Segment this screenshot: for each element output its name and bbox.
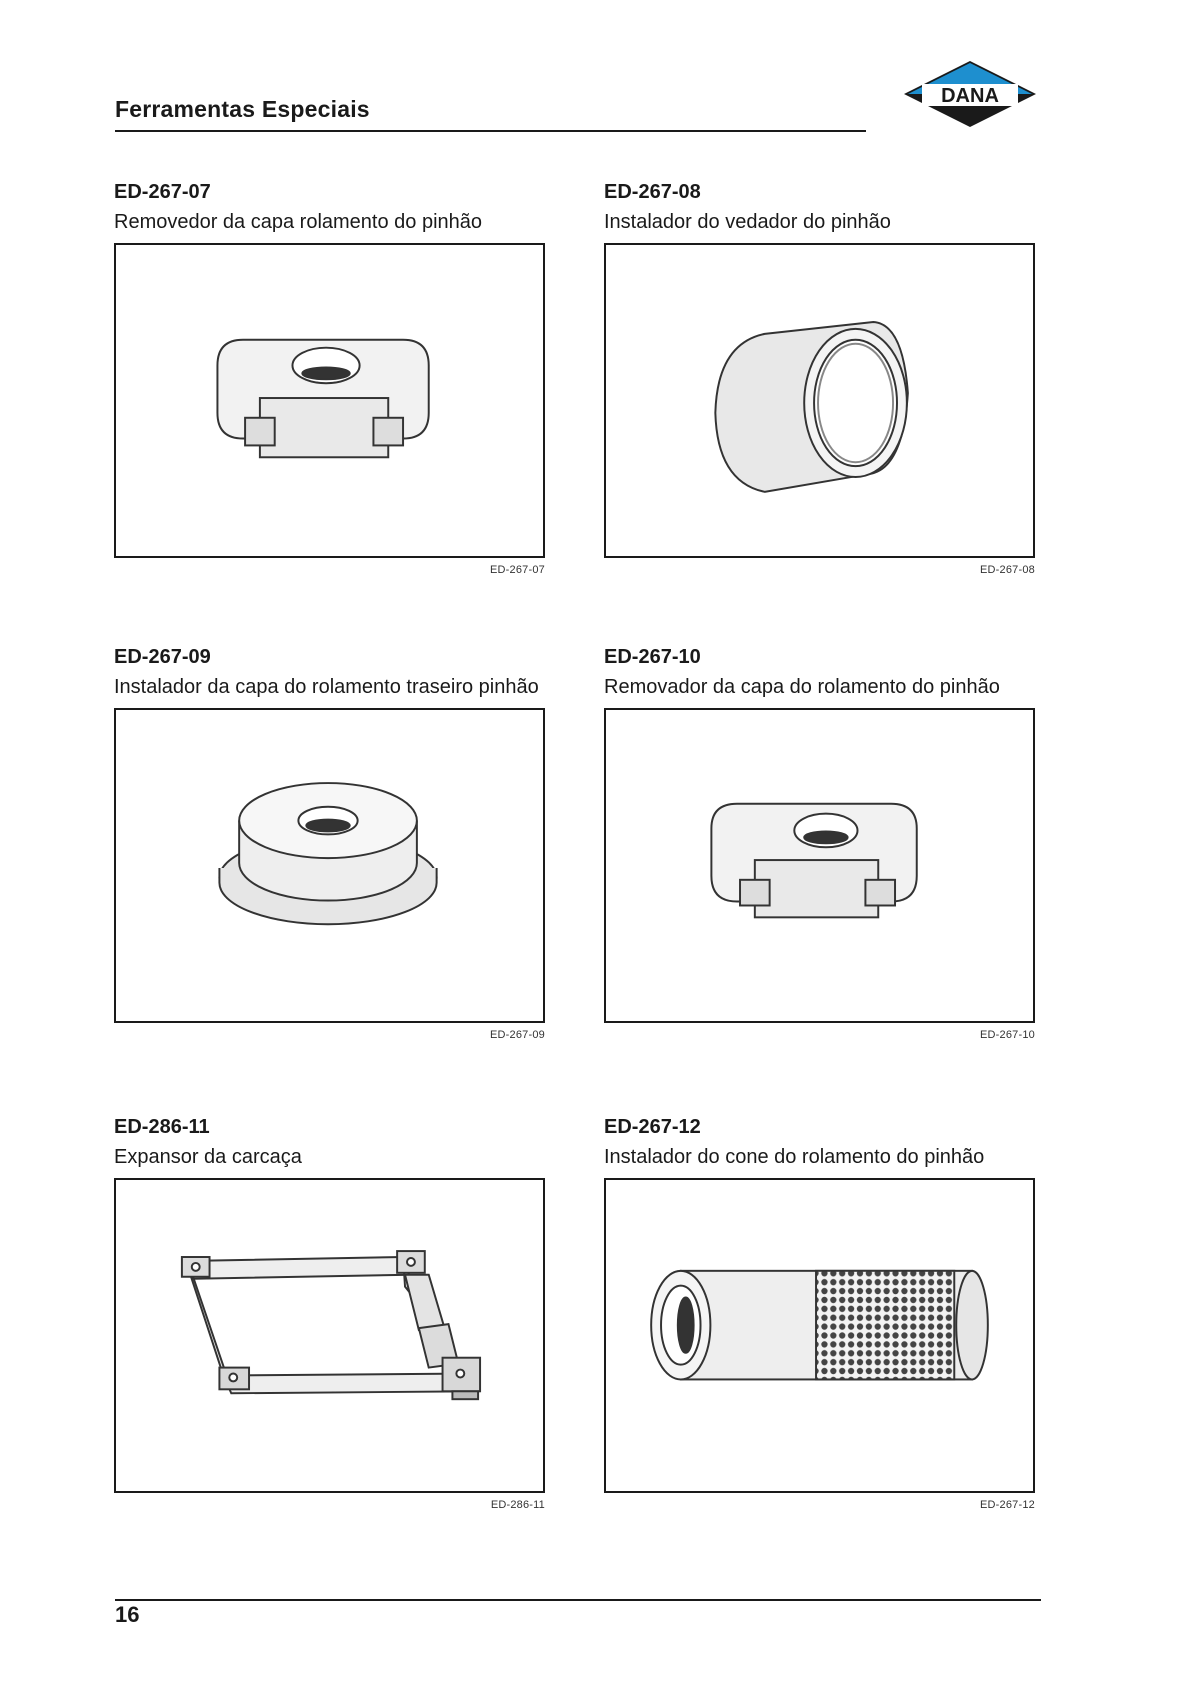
knurled-tube-installer-icon [606,1180,1033,1491]
tool-code: ED-286-11 [114,1116,210,1138]
tool-code: ED-267-08 [604,181,701,203]
tool-illustration-frame [604,243,1035,558]
page-title: Ferramentas Especiais [115,96,370,122]
tool-description: Instalador do cone do rolamento do pinhão [604,1146,985,1168]
tool-code: ED-267-12 [604,1116,701,1138]
round-disc-installer-icon [116,710,543,1021]
oval-puller-block-icon [116,245,543,556]
tool-illustration-frame [114,708,545,1023]
header-divider [115,130,866,132]
sleeve-installer-icon [606,245,1033,556]
figure-caption: ED-267-08 [980,564,1035,576]
tool-entry [114,180,548,576]
tool-description: Expansor da carcaça [114,1146,302,1168]
figure-caption: ED-286-11 [490,1499,545,1511]
frame-expander-icon [116,1180,543,1491]
tool-code: ED-267-07 [114,181,211,203]
tool-illustration-frame [114,243,545,558]
figure-caption: ED-267-12 [980,1499,1035,1511]
tool-description: Removedor da capa rolamento do pinhão [114,211,483,233]
tool-description: Removador da capa do rolamento do pinhão [604,676,1000,698]
tool-illustration-frame [604,1178,1035,1493]
tool-description: Instalador da capa do rolamento traseiro pinhão [114,676,539,698]
figure-caption: ED-267-09 [490,1029,545,1041]
tool-illustration-frame [114,1178,545,1493]
tool-code: ED-267-09 [114,646,211,668]
tool-entry [114,645,548,1041]
page-number: 16 [115,1602,140,1627]
tool-entry [604,1115,1038,1511]
tool-entry [604,645,1038,1041]
tool-entry [114,1115,548,1511]
tool-entry [604,180,1038,576]
figure-caption: ED-267-10 [980,1029,1035,1041]
oval-puller-block-icon [606,710,1033,1021]
tool-illustration-frame [604,708,1035,1023]
logo-text: DANA [941,85,999,107]
tool-code: ED-267-10 [604,646,701,668]
dana-logo [900,58,1040,130]
tool-description: Instalador do vedador do pinhão [604,211,891,233]
figure-caption: ED-267-07 [490,564,545,576]
footer-divider [115,1599,1041,1601]
dana-logo-icon [900,58,1040,130]
